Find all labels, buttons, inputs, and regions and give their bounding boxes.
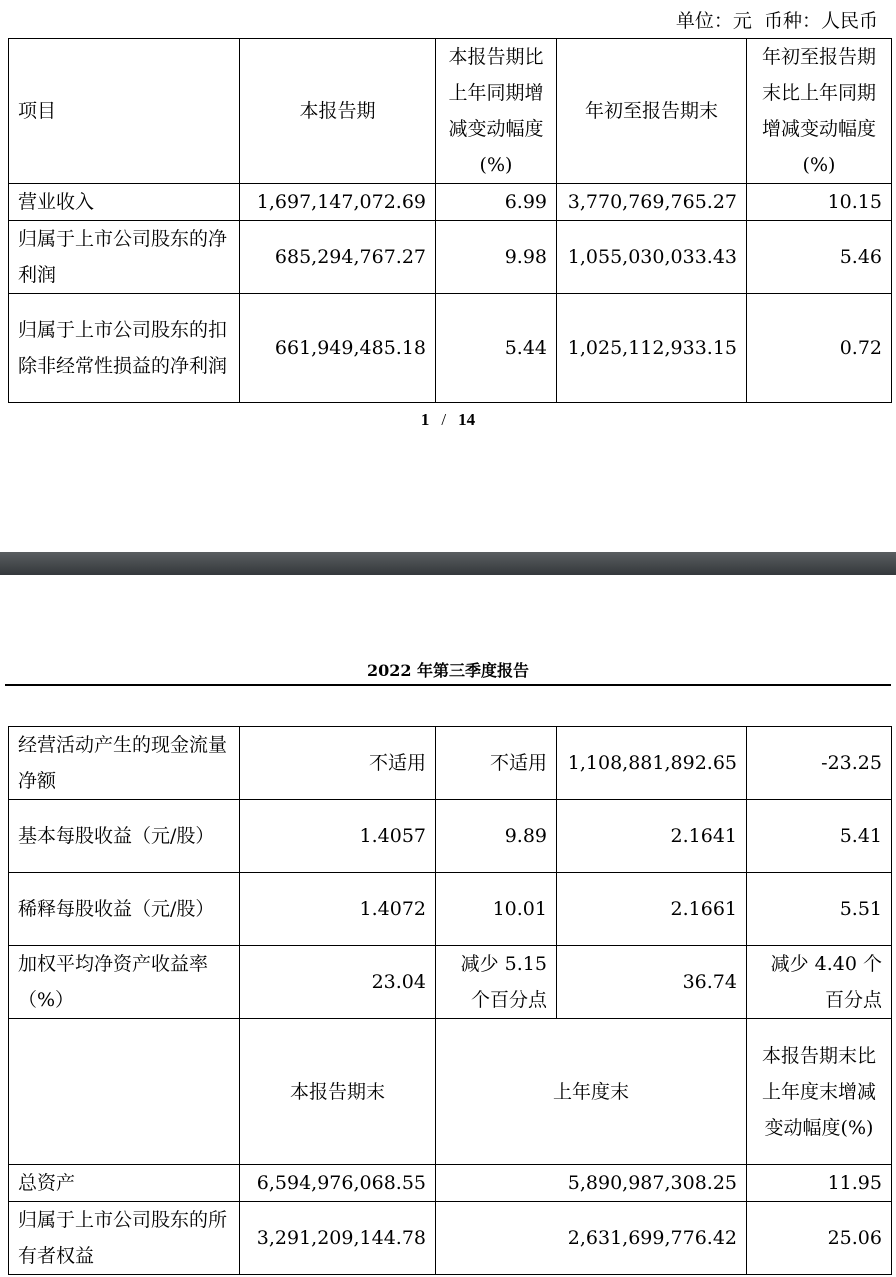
row-current-change: 6.99 (436, 184, 557, 221)
table-row (9, 294, 892, 403)
row-current: 1,697,147,072.69 (240, 184, 436, 221)
balance-header-item (9, 1019, 240, 1165)
header-ytd: 年初至报告期末 (557, 39, 747, 184)
page-total: 14 (458, 410, 476, 429)
row-current-change: 减少 5.15 个百分点 (436, 946, 557, 1019)
row-ytd-change: 10.15 (747, 184, 892, 221)
page-number (0, 408, 896, 432)
page-gap-bar (0, 552, 896, 575)
row-prior-year-end: 5,890,987,308.25 (436, 1165, 747, 1202)
row-ytd: 2.1641 (557, 800, 747, 873)
row-ytd: 3,770,769,765.27 (557, 184, 747, 221)
table-row (9, 184, 892, 221)
row-ytd: 1,055,030,033.43 (557, 221, 747, 294)
row-prior-year-end: 2,631,699,776.42 (436, 1202, 747, 1275)
row-current-change: 5.44 (436, 294, 557, 403)
table-row (9, 1202, 892, 1275)
table-header-row (9, 39, 892, 184)
balance-header-period-end: 本报告期末 (240, 1019, 436, 1165)
row-ytd-change: -23.25 (747, 727, 892, 800)
balance-header-row (9, 1019, 892, 1165)
row-ytd: 36.74 (557, 946, 747, 1019)
row-ytd: 1,108,881,892.65 (557, 727, 747, 800)
row-ytd-change: 5.51 (747, 873, 892, 946)
row-item: 经营活动产生的现金流量净额 (9, 727, 240, 800)
row-current-change: 9.98 (436, 221, 557, 294)
row-current-change: 9.89 (436, 800, 557, 873)
row-ytd: 2.1661 (557, 873, 747, 946)
header-current-period: 本报告期 (240, 39, 436, 184)
row-item: 总资产 (9, 1165, 240, 1202)
balance-header-change: 本报告期末比上年度末增减变动幅度(%) (747, 1019, 892, 1165)
row-current: 不适用 (240, 727, 436, 800)
row-ytd-change: 5.46 (747, 221, 892, 294)
table-row (9, 1165, 892, 1202)
table-row (9, 727, 892, 800)
table-row (9, 221, 892, 294)
row-ytd: 1,025,112,933.15 (557, 294, 747, 403)
unit-line (0, 6, 878, 36)
row-current-change: 不适用 (436, 727, 557, 800)
row-current: 1.4072 (240, 873, 436, 946)
row-item: 营业收入 (9, 184, 240, 221)
header-current-change: 本报告期比上年同期增减变动幅度(%) (436, 39, 557, 184)
row-change: 25.06 (747, 1202, 892, 1275)
header-ytd-change: 年初至报告期末比上年同期增减变动幅度(%) (747, 39, 892, 184)
row-item: 基本每股收益（元/股） (9, 800, 240, 873)
title-rule (5, 684, 891, 686)
row-item: 加权平均净资产收益率（%） (9, 946, 240, 1019)
financial-table-top (8, 38, 892, 403)
financial-table-bottom (8, 726, 892, 1275)
table-row (9, 800, 892, 873)
row-period-end: 3,291,209,144.78 (240, 1202, 436, 1275)
row-ytd-change: 减少 4.40 个百分点 (747, 946, 892, 1019)
row-current-change: 10.01 (436, 873, 557, 946)
row-ytd-change: 5.41 (747, 800, 892, 873)
currency-label: 币种：人民币 (763, 10, 878, 32)
row-current: 685,294,767.27 (240, 221, 436, 294)
row-current: 1.4057 (240, 800, 436, 873)
table-row (9, 873, 892, 946)
header-item: 项目 (9, 39, 240, 184)
table-row (9, 946, 892, 1019)
row-current: 23.04 (240, 946, 436, 1019)
row-change: 11.95 (747, 1165, 892, 1202)
row-item: 归属于上市公司股东的净利润 (9, 221, 240, 294)
row-item: 归属于上市公司股东的所有者权益 (9, 1202, 240, 1275)
unit-label: 单位：元 (675, 10, 752, 32)
row-period-end: 6,594,976,068.55 (240, 1165, 436, 1202)
row-ytd-change: 0.72 (747, 294, 892, 403)
row-current: 661,949,485.18 (240, 294, 436, 403)
row-item: 归属于上市公司股东的扣除非经常性损益的净利润 (9, 294, 240, 403)
balance-header-prior-year-end: 上年度末 (436, 1019, 747, 1165)
report-title: 2022 年第三季度报告 (366, 661, 530, 680)
page-current: 1 (420, 410, 430, 429)
page-separator: / (441, 410, 447, 429)
row-item: 稀释每股收益（元/股） (9, 873, 240, 946)
